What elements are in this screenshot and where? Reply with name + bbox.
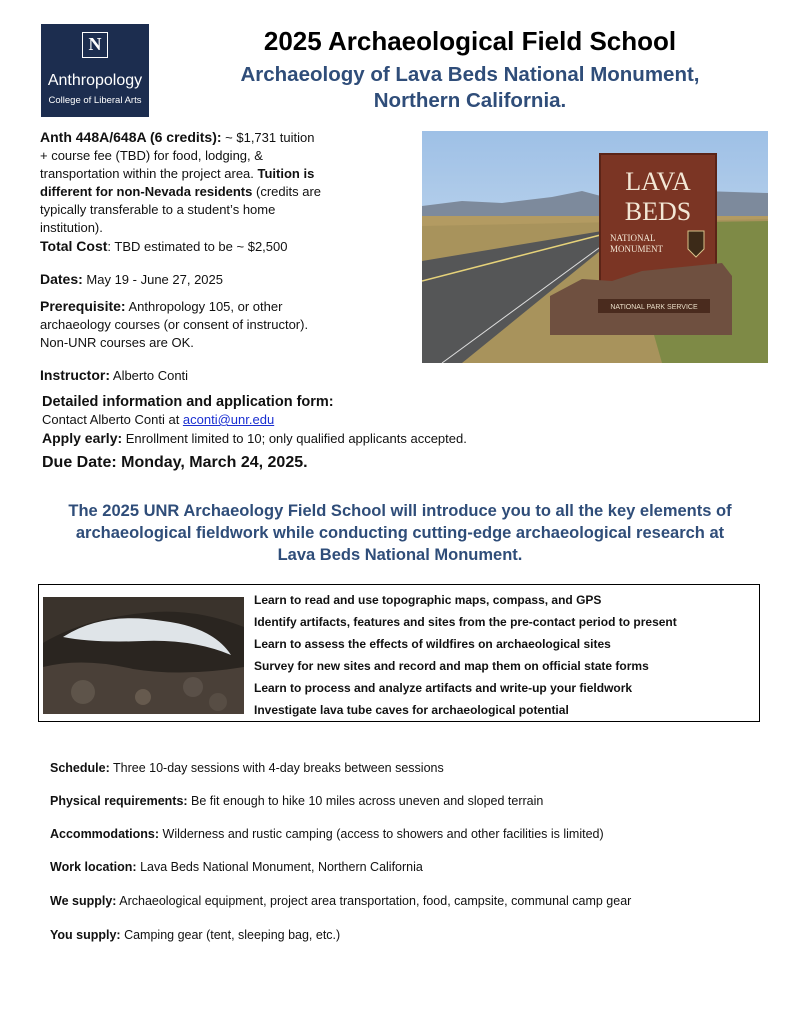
sign-beds: BEDS bbox=[624, 197, 692, 226]
dates-value: May 19 - June 27, 2025 bbox=[82, 272, 223, 287]
sign-monument: MONUMENT bbox=[610, 244, 663, 254]
requirement-label: You supply: bbox=[50, 928, 121, 942]
prereq-label: Prerequisite: bbox=[40, 298, 126, 314]
tuition-note: Tuition is bbox=[253, 166, 315, 181]
total-cost-label: Total Cost bbox=[40, 238, 108, 254]
credits-note-3: institution). bbox=[40, 220, 103, 235]
lava-tube-cave-photo bbox=[43, 597, 244, 714]
intro-statement bbox=[40, 500, 760, 566]
requirement-you-supply bbox=[50, 928, 340, 942]
requirement-location bbox=[50, 860, 423, 874]
page-subtitle bbox=[160, 62, 780, 114]
skill-item: Learn to assess the effects of wildfires on archaeological sites bbox=[254, 637, 611, 651]
credits-note-2: typically transferable to a student’s home bbox=[40, 202, 276, 217]
instructor bbox=[40, 366, 380, 385]
skill-item: Investigate lava tube caves for archaeological potential bbox=[254, 703, 569, 717]
details-heading: Detailed information and application form: bbox=[42, 394, 334, 410]
university-mark: N bbox=[82, 32, 108, 58]
prereq-line-1: Anthropology 105, or other bbox=[125, 299, 283, 314]
logo-department: Anthropology bbox=[47, 72, 143, 89]
prereq-line-2: archaeology courses (or consent of instructor). bbox=[40, 317, 309, 332]
skill-item: Learn to process and analyze artifacts and write-up your fieldwork bbox=[254, 681, 633, 695]
anthropology-logo bbox=[41, 24, 149, 117]
requirement-value: Wilderness and rustic camping (access to showers and other facilities is limited) bbox=[159, 827, 604, 841]
course-info bbox=[40, 128, 380, 256]
apply-value: Enrollment limited to 10; only qualified applicants accepted. bbox=[122, 431, 467, 446]
requirement-value: Be fit enough to hike 10 miles across uneven and sloped terrain bbox=[187, 794, 544, 808]
requirement-value: Lava Beds National Monument, Northern California bbox=[136, 860, 423, 874]
sign-nps: NATIONAL PARK SERVICE bbox=[610, 304, 698, 311]
course-fee-line: + course fee (TBD) for food, lodging, & bbox=[40, 148, 263, 163]
skill-item: Learn to read and use topographic maps, compass, and GPS bbox=[254, 593, 602, 607]
logo-college: College of Liberal Arts bbox=[48, 95, 142, 106]
requirement-label: Physical requirements: bbox=[50, 794, 188, 808]
prereq-line-3: Non-UNR courses are OK. bbox=[40, 335, 194, 350]
intro-line-1: The 2025 UNR Archaeology Field School will introduce you to all the key elements of bbox=[68, 502, 732, 520]
lava-beds-sign-photo bbox=[422, 131, 768, 363]
subtitle-line-1: Archaeology of Lava Beds National Monument, bbox=[240, 63, 700, 86]
sign-lava: LAVA bbox=[625, 167, 691, 196]
credits-note: (credits are bbox=[252, 184, 322, 199]
intro-line-3: Lava Beds National Monument. bbox=[277, 546, 523, 564]
subtitle-line-2: Northern California. bbox=[373, 89, 567, 112]
requirement-accommodations bbox=[50, 827, 604, 841]
requirement-value: Three 10-day sessions with 4-day breaks between sessions bbox=[109, 761, 444, 775]
email-link[interactable]: aconti@unr.edu bbox=[182, 412, 275, 427]
course-transport: transportation within the project area. bbox=[40, 166, 254, 181]
course-label: Anth 448A/648A (6 credits): bbox=[40, 129, 222, 145]
requirement-label: Work location: bbox=[50, 860, 137, 874]
requirement-we-supply bbox=[50, 894, 631, 908]
dates bbox=[40, 270, 380, 289]
skill-item: Survey for new sites and record and map them on official state forms bbox=[254, 659, 649, 673]
requirement-value: Archaeological equipment, project area transportation, food, campsite, communal camp gear bbox=[116, 894, 632, 908]
requirement-physical bbox=[50, 794, 543, 808]
contact-text: Contact Alberto Conti at bbox=[42, 412, 183, 427]
prerequisite bbox=[40, 297, 380, 352]
sign-national: NATIONAL bbox=[610, 233, 656, 243]
course-tuition: ~ $1,731 tuition bbox=[221, 130, 315, 145]
requirement-label: Accommodations: bbox=[50, 827, 160, 841]
requirement-label: Schedule: bbox=[50, 761, 110, 775]
requirement-label: We supply: bbox=[50, 894, 117, 908]
skills-box bbox=[38, 584, 760, 722]
requirement-value: Camping gear (tent, sleeping bag, etc.) bbox=[120, 928, 341, 942]
application-details bbox=[42, 393, 602, 448]
dates-label: Dates: bbox=[40, 271, 83, 287]
due-date: Due Date: Monday, March 24, 2025. bbox=[42, 454, 308, 471]
page-title: 2025 Archaeological Field School bbox=[263, 26, 677, 56]
intro-line-2: archaeological fieldwork while conducting cutting-edge archaeological research at bbox=[75, 524, 725, 542]
instructor-value: Alberto Conti bbox=[110, 368, 189, 383]
requirement-schedule bbox=[50, 761, 444, 775]
nonresident-note: different for non-Nevada residents bbox=[40, 184, 253, 199]
apply-label: Apply early: bbox=[42, 430, 123, 446]
total-cost-value: : TBD estimated to be ~ $2,500 bbox=[107, 239, 288, 254]
skill-item: Identify artifacts, features and sites from the pre-contact period to present bbox=[254, 615, 677, 629]
instructor-label: Instructor: bbox=[40, 367, 110, 383]
